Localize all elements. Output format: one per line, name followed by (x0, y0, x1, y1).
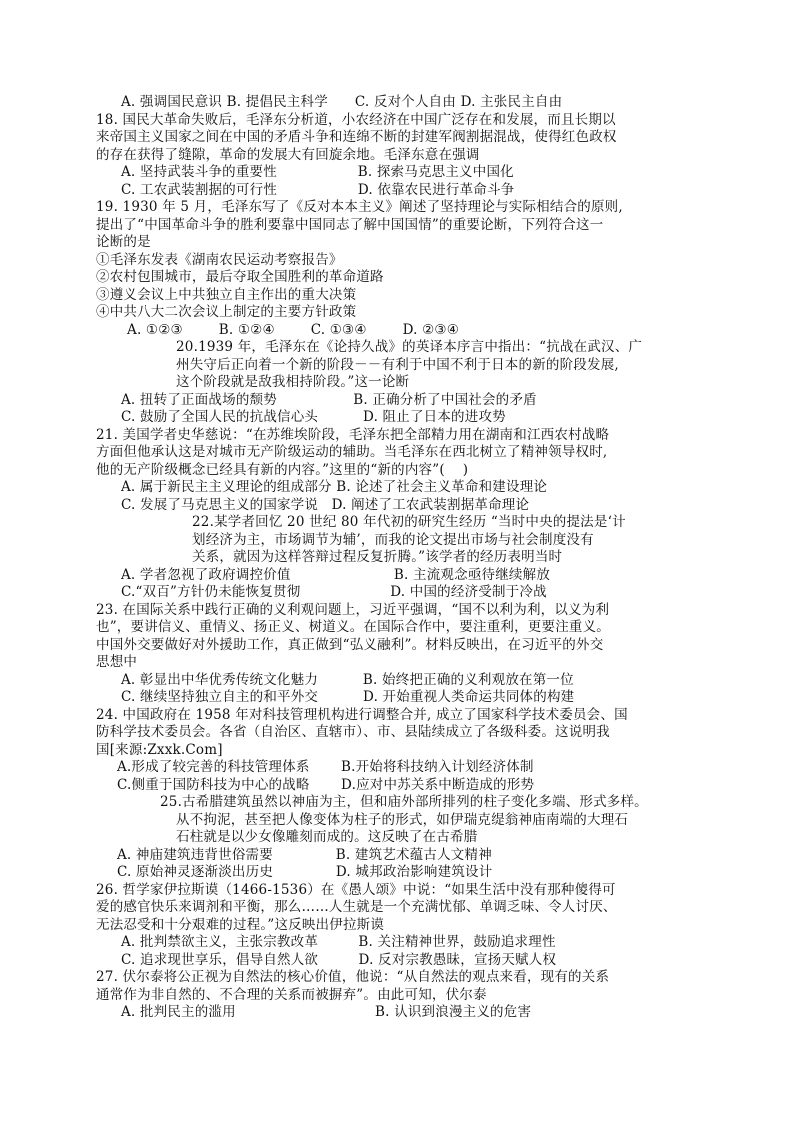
source-note: 国[来源:Zxxk.Com] (96, 742, 223, 758)
question-text-line: 这个阶段就是敌我相持阶段。”这一论断 (176, 374, 410, 390)
question-text-line: 关系，就因为这样答辩过程反复折腾。”该学者的经历表明当时 (192, 549, 563, 565)
question-text-line: 防科学技术委员会。各省（自治区、直辖市）、市、县陆续成立了各级科委。这说明我 (96, 724, 610, 740)
question-text-line: 州失守后正向着一个新的阶段－－有利于中国不利于日本的新的阶段发展, (176, 357, 619, 373)
question-text-line: 思想中 (96, 654, 138, 670)
question-text-line: 方面但他承认这是对城市无产阶级运动的辅助。当毛泽东在西北树立了精神领导权时, (96, 444, 608, 460)
question-text-line: 爱的感官快乐来调剂和平衡，那么……人生就是一个充满忧郁、单调乏味、令人讨厌、 (96, 899, 617, 915)
question-24: 24. 中国政府在 1958 年对科技管理机构进行调整合并, 成立了国家科学技术委员会、国 (96, 707, 628, 723)
question-text-line: 无法忍受和十分艰难的过程。”这反映出伊拉斯谟 (96, 917, 385, 933)
options-line: C.“双百”方针仍未能恢复贯彻 D. 中国的经济受制于冷战 (112, 584, 547, 600)
options-line: C. 发展了马克思主义的国家学说 D. 阐述了工农武装割据革命理论 (112, 497, 530, 513)
question-20: 20.1939 年，毛泽东在《论持久战》的英译本序言中指出：“抗战在武汉、广 (176, 339, 643, 355)
question-text-line: 也”，要讲信义、重情义、扬正义、树道义。在国际合作中，要注重利，更要注重义。 (96, 619, 611, 635)
statement-item: ④中共八大二次会议上制定的主要方针政策 (96, 304, 357, 320)
question-text-line: 提出了“中国革命斗争的胜利要靠中国同志了解中国国情”的重要论断，下列符合这一 (96, 217, 604, 233)
question-text-line: 他的无产阶级概念已经具有新的内容。”这里的“新的内容”( ) (96, 462, 469, 478)
options-line: A. 扭转了正面战场的颓势 B. 正确分析了中国社会的矛盾 (112, 392, 537, 408)
question-22: 22.某学者回忆 20 世纪 80 年代初的研究生经历 “当时中央的提法是‘计 (192, 514, 626, 530)
statement-item: ②农村包围城市，最后夺取全国胜利的革命道路 (96, 269, 384, 285)
options-line: A. 坚持武装斗争的重要性 B. 探索马克思主义中国化 (112, 164, 514, 180)
question-text-line: 石柱就是以少女像雕刻而成的。这反映了在古希腊 (176, 829, 478, 845)
question-text-line: 划经济为主，市场调节为辅’，而我的论文提出市场与社会制度没有 (192, 532, 594, 548)
question-18: 18. 国民大革命失败后，毛泽东分析道，小农经济在中国广泛存在和发展，而且长期以 (96, 112, 616, 128)
options-line: C. 追求现世享乐，倡导自然人欲 D. 反对宗教愚昧，宣扬天赋人权 (112, 952, 557, 968)
statement-item: ①毛泽东发表《湖南农民运动考察报告》 (96, 252, 343, 268)
question-27: 27. 伏尔泰将公正视为自然法的核心价值，他说：“从自然法的观点来看，现有的关系 (96, 969, 610, 985)
options-line: A. 学者忽视了政府调控价值 B. 主流观念亟待继续解放 (112, 567, 551, 583)
question-19: 19. 1930 年 5 月，毛泽东写了《反对本本主义》阐述了坚持理论与实际相结合的原则, (96, 199, 623, 215)
question-23: 23. 在国际关系中践行正确的义利观问题上，习近平强调，“国不以利为利，以义为利 (96, 602, 610, 618)
options-line: A. 强调国民意识 B. 提倡民主科学 C. 反对个人自由 D. 主张民主自由 (112, 94, 563, 110)
options-line: A. 神庙建筑违背世俗需要 B. 建筑艺术蕴古人文精神 (108, 847, 492, 863)
options-line: A.形成了较完善的科技管理体系 B.开始将科技纳入计划经济体制 (108, 759, 534, 775)
question-text-line: 中国外交要做好对外援助工作，真正做到“弘义融利”。材料反映出，在习近平的外交 (96, 637, 604, 653)
question-text-line: 从不拘泥，甚至把人像变体为柱子的形式，如伊瑞克缇翁神庙南端的大理石 (176, 812, 629, 828)
question-text-line: 的存在获得了缝隙，革命的发展大有回旋余地。毛泽东意在强调 (96, 147, 480, 163)
options-line: C.侧重于国防科技为中心的战略 D.应对中苏关系中断造成的形势 (108, 777, 535, 793)
options-line: A. 批判禁欲主义，主张宗教改革 B. 关注精神世界，鼓励追求理性 (112, 934, 556, 950)
options-line: C. 继续坚持独立自主的和平外交 D. 开始重视人类命运共同体的构建 (112, 689, 575, 705)
options-line: A. 属于新民主主义理论的组成部分 B. 论述了社会主义革命和建设理论 (112, 479, 548, 495)
options-line: C. 鼓励了全国人民的抗战信心头 D. 阻止了日本的进攻势 (112, 409, 506, 425)
statement-item: ③遵义会议上中共独立自主作出的重大决策 (96, 287, 357, 303)
options-line: A. 批判民主的滥用 B. 认识到浪漫主义的危害 (112, 1004, 532, 1020)
question-text-line: 论断的是 (96, 234, 151, 250)
question-text-line: 通常作为非自然的、不合理的关系而被摒弃”。由此可知，伏尔泰 (96, 987, 487, 1003)
options-line: A. ①②③ B. ①②④ C. ①③④ D. ②③④ (127, 322, 460, 338)
options-line: A. 彰显出中华优秀传统文化魅力 B. 始终把正确的义利观放在第一位 (112, 672, 574, 688)
question-25: 25.古希腊建筑虽然以神庙为主，但和庙外部所排列的柱子变化多端、形式多样。 (160, 794, 648, 810)
options-line: C. 工农武装割据的可行性 D. 依靠农民进行革命斗争 (112, 182, 515, 198)
options-line: C. 原始神灵逐渐淡出历史 D. 城邦政治影响建筑设计 (108, 864, 493, 880)
question-21: 21. 美国学者史华慈说：“在苏维埃阶段，毛泽东把全部精力用在湖南和江西农村战略 (96, 427, 610, 443)
question-26: 26. 哲学家伊拉斯谟（1466-1536）在《愚人颂》中说：“如果生活中没有那种傻得可 (96, 882, 616, 898)
question-text-line: 来帝国主义国家之间在中国的矛盾斗争和连绵不断的封建军阀割据混战，使得红色政权 (96, 129, 617, 145)
